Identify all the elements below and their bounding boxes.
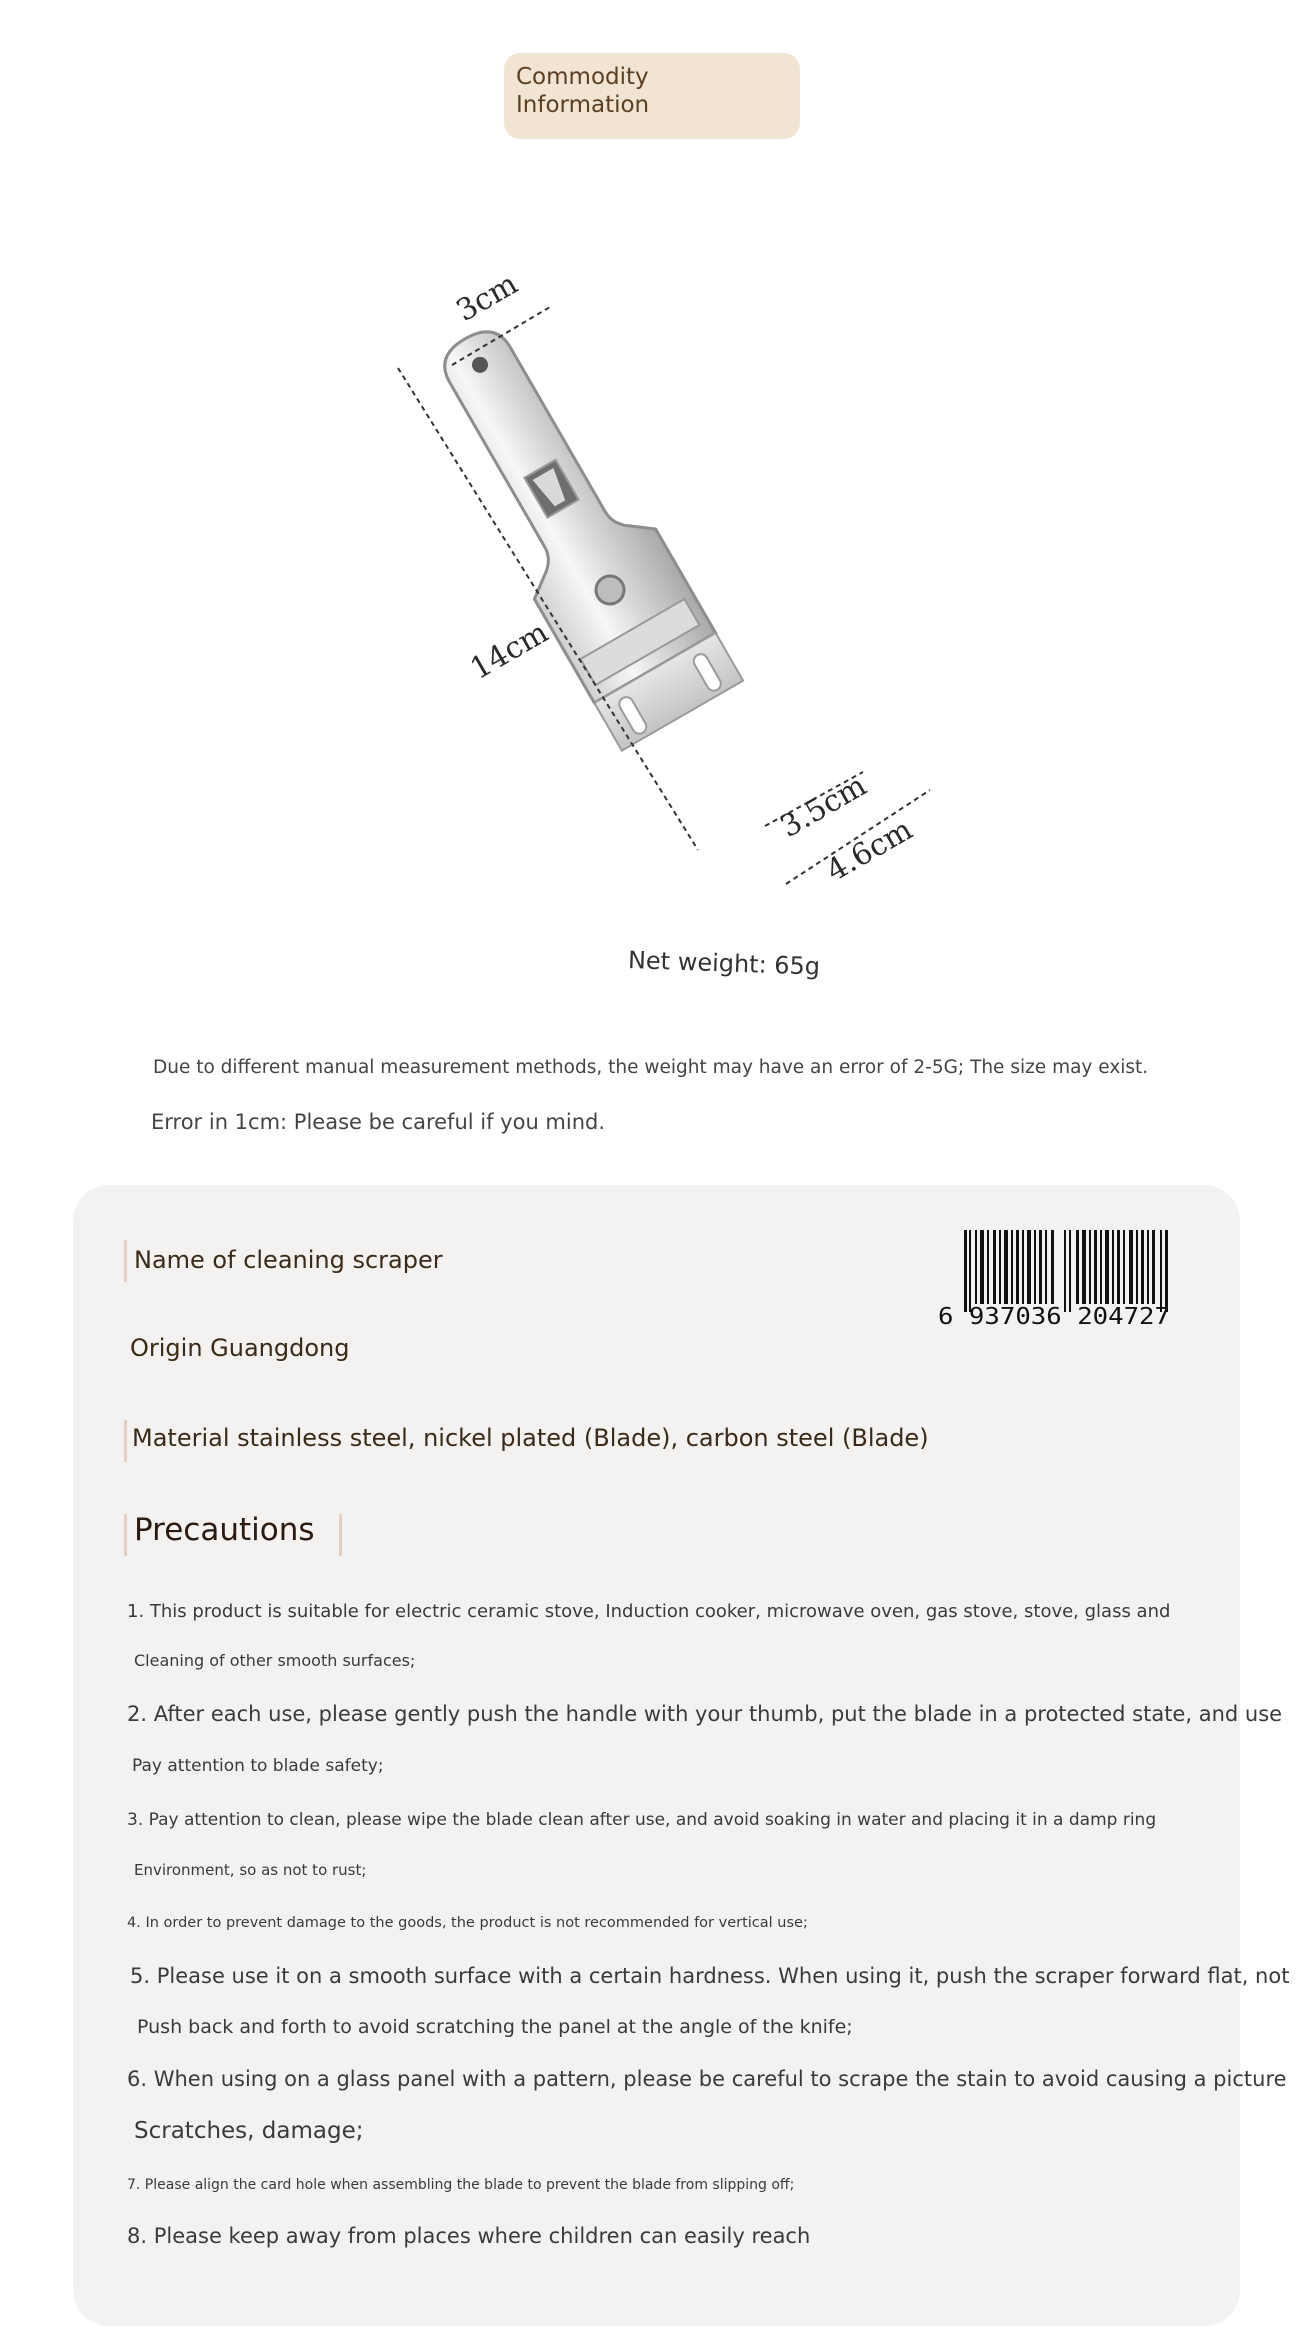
dim-blade-width: 3.5cm <box>774 768 873 845</box>
precautions-accent-left <box>124 1514 127 1556</box>
dim-top-width: 3cm <box>450 266 524 329</box>
barcode <box>938 1226 1198 1326</box>
dim-head-width: 4.6cm <box>820 812 919 889</box>
scraper-product-image <box>360 260 960 920</box>
precaution-item: Pay attention to blade safety; <box>132 1756 384 1776</box>
precaution-item: Scratches, damage; <box>134 2118 364 2144</box>
precaution-item: 4. In order to prevent damage to the goods, the product is not recommended for vertical use; <box>127 1915 808 1931</box>
precaution-item: Environment, so as not to rust; <box>134 1861 367 1879</box>
precautions-title: Precautions <box>134 1512 315 1548</box>
precaution-item: 6. When using on a glass panel with a pattern, please be careful to scrape the stain to avoid causing a picture <box>127 2067 1287 2091</box>
dim-length: 14cm <box>464 614 555 687</box>
spec-accent-bar <box>124 1240 127 1282</box>
net-weight: Net weight: 65g <box>627 946 821 981</box>
barcode-digits: 6 937036 204727 <box>938 1304 1170 1326</box>
precautions-accent-right <box>339 1514 342 1556</box>
precaution-item: Cleaning of other smooth surfaces; <box>134 1651 416 1670</box>
precaution-item: Push back and forth to avoid scratching the panel at the angle of the knife; <box>137 2016 853 2038</box>
spec-name: Name of cleaning scraper <box>134 1246 443 1274</box>
precaution-item: 7. Please align the card hole when assembling the blade to prevent the blade from slipping off; <box>127 2177 795 2193</box>
precaution-item: 1. This product is suitable for electric ceramic stove, Induction cooker, microwave oven, gas stove, stove, glass and <box>127 1601 1171 1622</box>
spec-origin: Origin Guangdong <box>130 1334 350 1362</box>
measurement-note: Due to different manual measurement methods, the weight may have an error of 2-5G; The size may exist. <box>153 1057 1149 1078</box>
spec-material: Material stainless steel, nickel plated (Blade), carbon steel (Blade) <box>132 1424 929 1452</box>
error-note: Error in 1cm: Please be careful if you mind. <box>151 1110 606 1134</box>
commodity-information-badge: Commodity Information <box>504 53 800 139</box>
scraper-body <box>404 304 743 751</box>
barcode-bars <box>964 1230 1168 1312</box>
precaution-item: 2. After each use, please gently push the handle with your thumb, put the blade in a protected state, and use <box>127 1702 1283 1726</box>
precaution-item: 5. Please use it on a smooth surface with a certain hardness. When using it, push the scraper forward flat, not <box>130 1964 1290 1988</box>
precaution-item: 8. Please keep away from places where children can easily reach <box>127 2224 811 2248</box>
spec-accent-bar <box>124 1420 127 1462</box>
precaution-item: 3. Pay attention to clean, please wipe the blade clean after use, and avoid soaking in water and placing it in a damp ring <box>127 1810 1157 1830</box>
